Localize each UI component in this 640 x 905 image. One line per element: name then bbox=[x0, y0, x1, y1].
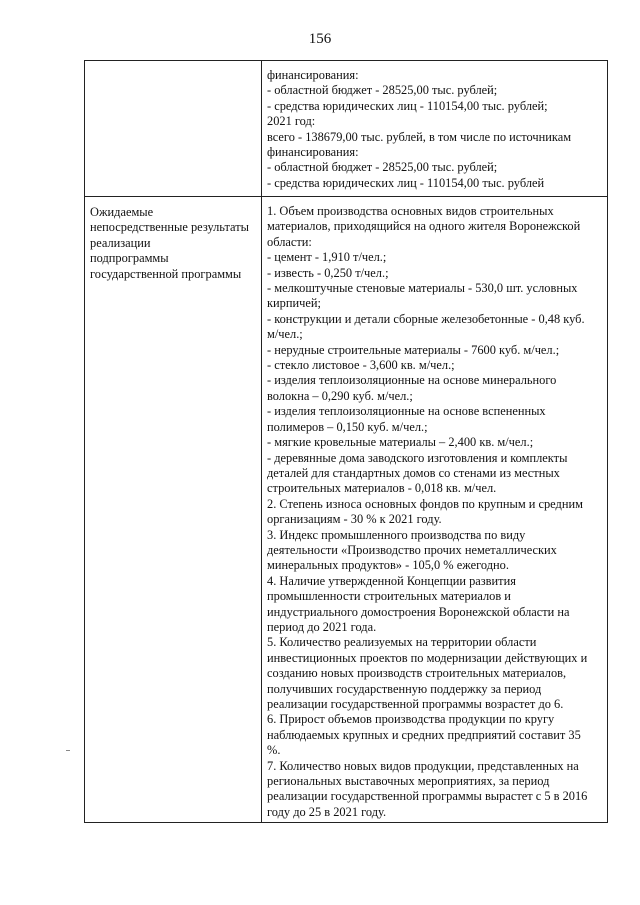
financing-line: - средства юридических лиц - 110154,00 тыс. рублей bbox=[267, 175, 545, 190]
result-text-line: 1. Объем производства основных видов строительных bbox=[267, 204, 554, 218]
result-text-line: - нерудные строительные материалы - 7600 куб. м/чел.; bbox=[267, 342, 560, 357]
result-text-line: м/чел.; bbox=[267, 327, 303, 342]
result-text-line: области: bbox=[267, 234, 312, 249]
result-text-line: реализации государственной программы вырастет с 5 в 2016 bbox=[267, 789, 588, 804]
result-text-line: - стекло листовое - 3,600 кв. м/чел.; bbox=[267, 358, 455, 373]
result-text-line: наблюдаемых крупных и средних предприятий составит 35 bbox=[267, 727, 581, 742]
financing-line: 2021 год: bbox=[267, 114, 316, 129]
result-text-line: 7. Количество новых видов продукции, представленных на bbox=[267, 758, 579, 773]
result-text-line: деятельности «Производство прочих неметаллических bbox=[267, 542, 557, 557]
page-number: 156 bbox=[308, 31, 332, 47]
results-label-line: непосредственные результаты bbox=[90, 220, 249, 235]
result-text-line: 3. Индекс промышленного производства по виду bbox=[267, 527, 526, 542]
financing-line: - областной бюджет - 28525,00 тыс. рублей; bbox=[267, 160, 498, 175]
financing-line: финансирования: bbox=[267, 145, 359, 160]
result-text-line: 4. Наличие утвержденной Концепции развития bbox=[267, 573, 516, 588]
result-text-line: - деревянные дома заводского изготовления и комплекты bbox=[267, 450, 568, 465]
results-label-line: государственной программы bbox=[90, 266, 242, 281]
result-text-line: созданию новых производств строительных материалов, bbox=[267, 666, 567, 681]
result-text-line: году до 25 в 2021 году. bbox=[267, 804, 387, 819]
result-text-line: %. bbox=[267, 743, 281, 758]
result-text-line: 5. Количество реализуемых на территории области bbox=[267, 635, 537, 650]
result-text-line: - цемент - 1,910 т/чел.; bbox=[267, 250, 387, 265]
results-label-cell bbox=[85, 197, 262, 823]
financing-line: всего - 138679,00 тыс. рублей, в том числе по источникам bbox=[267, 129, 572, 144]
result-text-line: - изделия теплоизоляционные на основе вспененных bbox=[267, 404, 546, 419]
financing-line: - областной бюджет - 28525,00 тыс. рублей; bbox=[267, 83, 498, 98]
result-text-line: кирпичей; bbox=[267, 296, 321, 311]
result-text-line: региональных выставочных мероприятиях, за период bbox=[267, 774, 550, 789]
scan-mark bbox=[66, 750, 70, 751]
results-value-cell bbox=[262, 197, 608, 823]
financing-value-cell bbox=[262, 61, 608, 197]
result-text-line: организациям - 30 % к 2021 году. bbox=[267, 512, 442, 527]
table-row-financing bbox=[85, 61, 608, 197]
result-text-line: полимеров – 0,150 куб. м/чел.; bbox=[267, 419, 428, 434]
table-row-results bbox=[85, 197, 608, 823]
financing-line: - средства юридических лиц - 110154,00 тыс. рублей; bbox=[267, 98, 548, 113]
result-text-line: индустриального домостроения Воронежской области на bbox=[267, 604, 570, 619]
result-text-line: минеральных продуктов» - 105,0 % ежегодно. bbox=[267, 558, 509, 573]
result-text-line: - мягкие кровельные материалы – 2,400 кв. м/чел.; bbox=[267, 435, 534, 450]
financing-line: финансирования: bbox=[267, 68, 359, 82]
result-text-line: деталей для стандартных домов со стенами из местных bbox=[267, 465, 560, 480]
result-text-line: получивших государственную поддержку за период bbox=[267, 681, 542, 696]
result-text-line: волокна – 0,290 куб. м/чел.; bbox=[267, 388, 413, 403]
result-text-line: 6. Прирост объемов производства продукции по кругу bbox=[267, 712, 555, 727]
result-text-line: 2. Степень износа основных фондов по крупным и средним bbox=[267, 496, 583, 511]
result-text-line: - конструкции и детали сборные железобетонные - 0,48 куб. bbox=[267, 311, 585, 326]
passport-table bbox=[84, 60, 608, 823]
results-label-line: Ожидаемые bbox=[90, 205, 154, 219]
result-text-line: инвестиционных проектов по модернизации действующих и bbox=[267, 650, 588, 665]
result-text-line: реализации государственной программы возрастет до 6. bbox=[267, 697, 564, 711]
results-label-line: подпрограммы bbox=[90, 251, 169, 266]
result-text-line: - мелкоштучные стеновые материалы - 530,0 шт. условных bbox=[267, 281, 578, 296]
result-text-line: - известь - 0,250 т/чел.; bbox=[267, 265, 389, 280]
results-value-lines bbox=[262, 197, 607, 822]
results-label-lines bbox=[85, 197, 261, 284]
financing-lines bbox=[262, 61, 607, 193]
result-text-line: строительных материалов - 0,018 кв. м/чел. bbox=[267, 481, 497, 496]
result-text-line: период до 2021 года. bbox=[267, 619, 377, 634]
results-label-line: реализации bbox=[90, 235, 151, 250]
result-text-line: материалов, приходящийся на одного жителя Воронежской bbox=[267, 219, 581, 234]
financing-label-cell bbox=[85, 61, 262, 197]
result-text-line: промышленности строительных материалов и bbox=[267, 589, 511, 604]
result-text-line: - изделия теплоизоляционные на основе минерального bbox=[267, 373, 557, 388]
